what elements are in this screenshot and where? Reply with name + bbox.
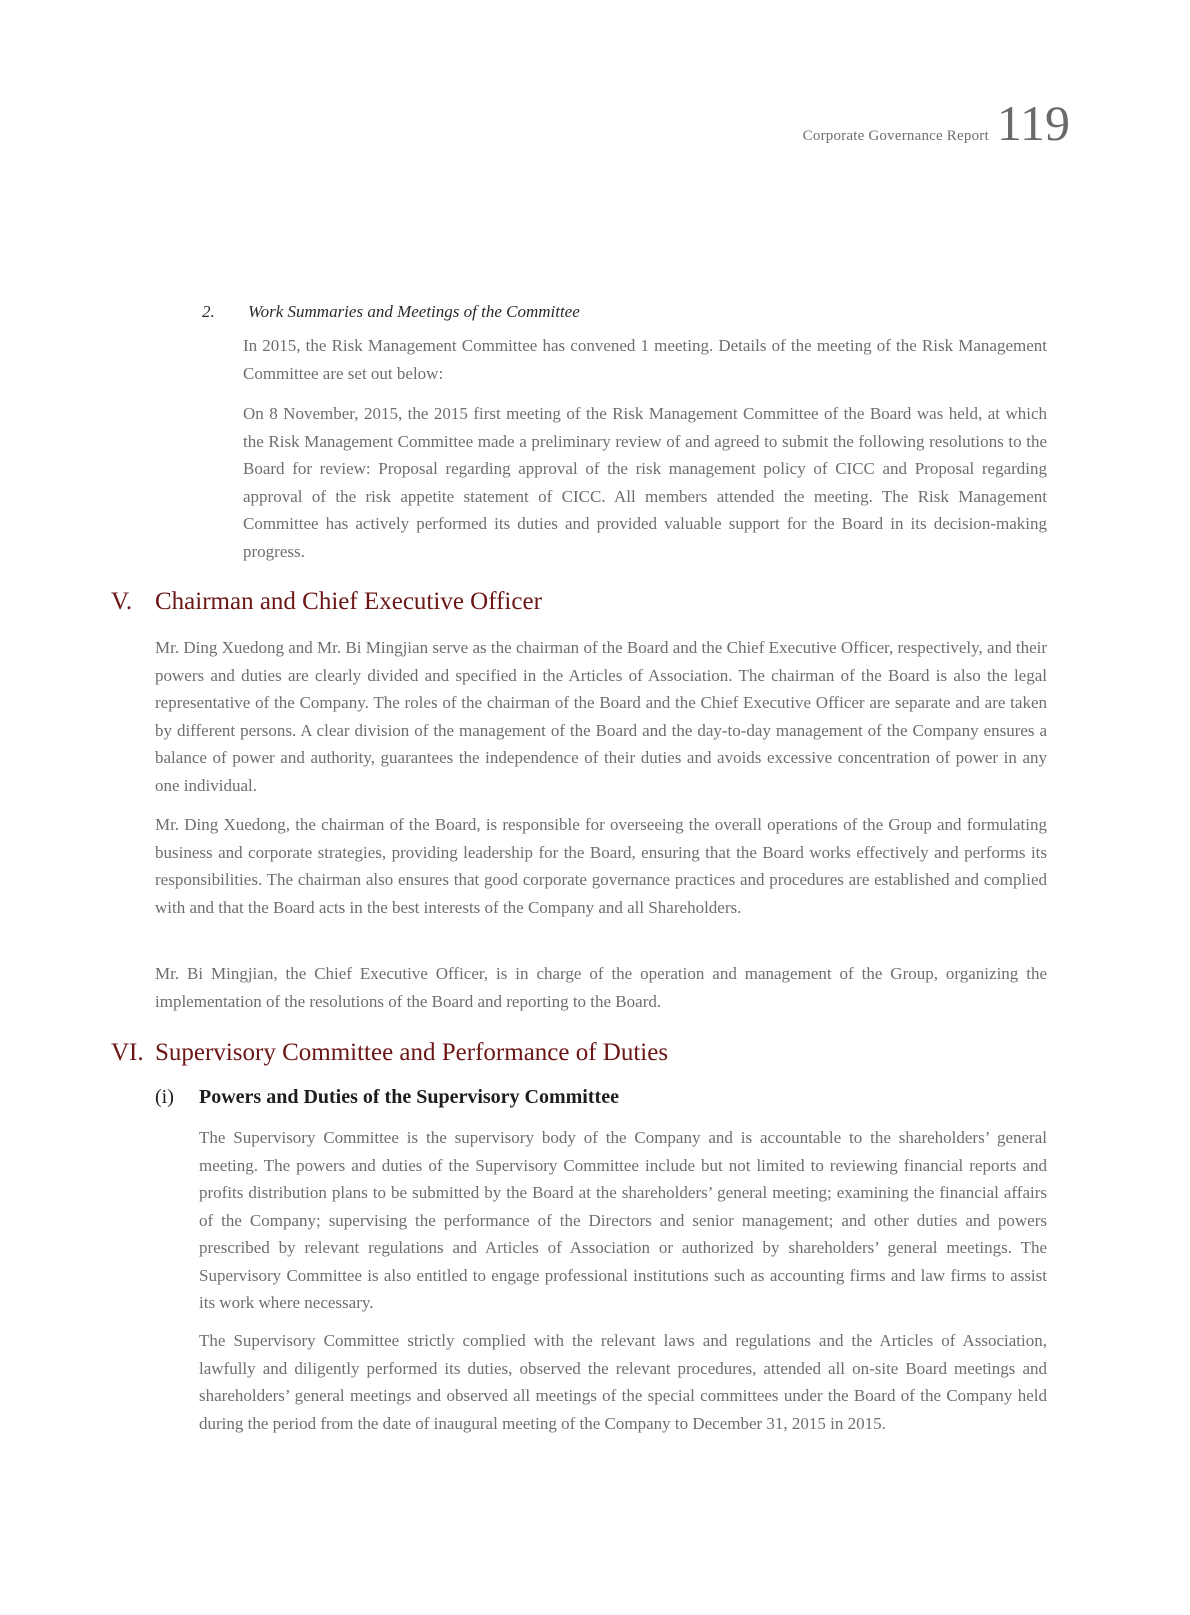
section-heading-v bbox=[111, 587, 542, 617]
section-vi-i-paragraph-2 bbox=[199, 1327, 1047, 1437]
section-title: Chairman and Chief Executive Officer bbox=[155, 588, 542, 615]
subsection-number: 2. bbox=[202, 302, 215, 321]
page-number: 119 bbox=[996, 95, 1070, 151]
subsection-title: Work Summaries and Meetings of the Committee bbox=[248, 302, 580, 321]
running-header-title: Corporate Governance Report bbox=[802, 128, 989, 144]
subsection-heading-2 bbox=[202, 302, 580, 322]
subsection-number: (i) bbox=[155, 1086, 174, 1108]
subsection-heading-i bbox=[155, 1085, 619, 1109]
section-title: Supervisory Committee and Performance of Duties bbox=[155, 1039, 669, 1066]
paragraph: Mr. Bi Mingjian, the Chief Executive Officer, is in charge of the operation and management of the Group, organizing the implementation of the resolutions of the Board and reporting to the Board. bbox=[155, 964, 1047, 1011]
section-2-paragraph-2 bbox=[243, 400, 1047, 565]
section-vi-i-paragraph-1 bbox=[199, 1124, 1047, 1317]
paragraph: On 8 November, 2015, the 2015 first meeting of the Risk Management Committee of the Board was held, at which the Risk Management Committee made a preliminary review of and agreed to submit the following resolutions to the Board for review: Proposal regarding approval of the risk management policy of CICC and Proposal regarding approval of the risk appetite statement of CICC. All members attended the meeting. The Risk Management Committee has actively performed its duties and provided valuable support for the Board in its decision-making progress. bbox=[243, 404, 1047, 561]
subsection-title: Powers and Duties of the Supervisory Committee bbox=[199, 1086, 619, 1108]
paragraph: In 2015, the Risk Management Committee has convened 1 meeting. Details of the meeting of the Risk Management Committee are set out below: bbox=[243, 336, 1047, 383]
section-number: V. bbox=[111, 588, 133, 615]
section-v-paragraph-3 bbox=[155, 960, 1047, 1015]
section-2-paragraph-1 bbox=[243, 332, 1047, 387]
page-header bbox=[802, 95, 1070, 151]
paragraph: Mr. Ding Xuedong, the chairman of the Board, is responsible for overseeing the overall operations of the Group and formulating business and corporate strategies, providing leadership for the Board, ensuring that the Board works effectively and performs its responsibilities. The chairman also ensures that good corporate governance practices and procedures are established and complied with and that the Board acts in the best interests of the Company and all Shareholders. bbox=[155, 815, 1047, 917]
paragraph: The Supervisory Committee is the supervisory body of the Company and is accountable to the shareholders’ general meeting. The powers and duties of the Supervisory Committee include but not limited to reviewing financial reports and profits distribution plans to be submitted by the Board at the shareholders’ general meeting; examining the financial affairs of the Company; supervising the performance of the Directors and senior management; and other duties and powers prescribed by relevant regulations and Articles of Association or authorized by shareholders’ general meetings. The Supervisory Committee is also entitled to engage professional institutions such as accounting firms and law firms to assist its work where necessary. bbox=[199, 1128, 1047, 1312]
section-v-paragraph-1 bbox=[155, 634, 1047, 799]
paragraph: Mr. Ding Xuedong and Mr. Bi Mingjian serve as the chairman of the Board and the Chief Executive Officer, respectively, and their powers and duties are clearly divided and specified in the Articles of Association. The chairman of the Board is also the legal representative of the Company. The roles of the chairman of the Board and the Chief Executive Officer are separate and are taken by different persons. A clear division of the management of the Board and the day-to-day management of the Company ensures a balance of power and authority, guarantees the independence of their duties and avoids excessive concentration of power in any one individual. bbox=[155, 638, 1047, 795]
section-number: VI. bbox=[111, 1039, 144, 1066]
paragraph: The Supervisory Committee strictly complied with the relevant laws and regulations and the Articles of Association, lawfully and diligently performed its duties, observed the relevant procedures, attended all on-site Board meetings and shareholders’ general meetings and observed all meetings of the special committees under the Board of the Company held during the period from the date of inaugural meeting of the Company to December 31, 2015 in 2015. bbox=[199, 1331, 1047, 1433]
section-v-paragraph-2 bbox=[155, 811, 1047, 921]
section-heading-vi bbox=[111, 1038, 668, 1068]
